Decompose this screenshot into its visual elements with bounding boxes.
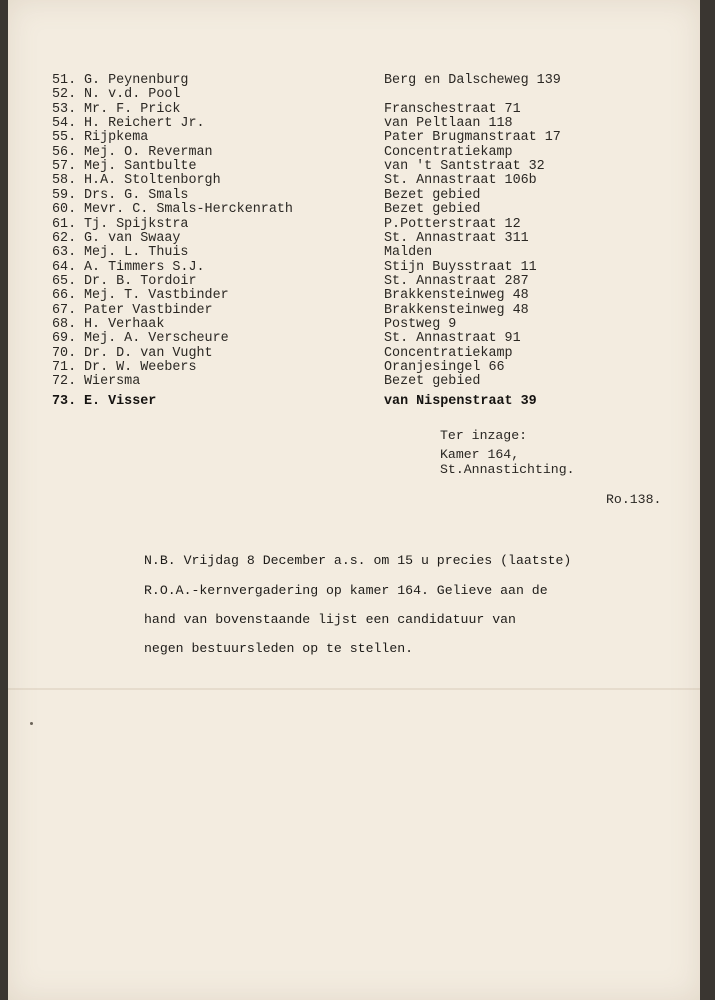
entry-number: 73. [52, 394, 77, 409]
entry-name: A. Timmers S.J. [84, 259, 205, 275]
entry-number: 71. [52, 360, 77, 375]
entry-address: Bezet gebied [384, 187, 481, 203]
entry-number: 66. [52, 288, 77, 304]
list-item [8, 102, 700, 117]
entry-name: N. v.d. Pool [84, 87, 181, 103]
entry-address: Pater Brugmanstraat 17 [384, 130, 561, 146]
entry-number: 58. [52, 173, 77, 189]
entry-name: H. Verhaak [84, 316, 165, 332]
entry-number: 64. [52, 259, 77, 275]
reference-line-2: Kamer 164, [440, 447, 520, 462]
entry-address: Brakkensteinweg 48 [384, 302, 529, 318]
list-item [8, 73, 700, 88]
entry-address: St. Annastraat 91 [384, 331, 521, 347]
entry-number: 51. [52, 73, 77, 88]
entry-number: 52. [52, 87, 77, 103]
list-item [8, 394, 700, 409]
entry-name: Dr. D. van Vught [84, 345, 213, 361]
list-item [8, 116, 700, 131]
entry-address: Malden [384, 245, 433, 261]
entry-name: H.A. Stoltenborgh [84, 173, 221, 189]
entry-name: Mej. T. Vastbinder [84, 288, 229, 304]
entry-address: Bezet gebied [384, 374, 481, 390]
entry-address: van Peltlaan 118 [384, 116, 513, 132]
entry-address: van 't Santstraat 32 [384, 159, 545, 175]
entry-name: G. van Swaay [84, 230, 181, 246]
entry-number: 65. [52, 273, 77, 289]
list-item [8, 231, 700, 246]
list-item [8, 288, 700, 303]
list-item [8, 159, 700, 174]
entry-name: Mej. L. Thuis [84, 245, 189, 261]
list-item [8, 260, 700, 275]
entry-address: Bezet gebied [384, 202, 481, 218]
entry-number: 60. [52, 202, 77, 218]
entry-address: Oranjesingel 66 [384, 360, 505, 375]
list-item [8, 317, 700, 332]
entry-address: Concentratiekamp [384, 345, 513, 361]
entry-address: Berg en Dalscheweg 139 [384, 73, 561, 88]
entry-number: 55. [52, 130, 77, 146]
entry-address: Stijn Buysstraat 11 [384, 259, 537, 275]
note-line-3: hand van bovenstaande lijst een candidatuur van [144, 612, 516, 627]
list-item [8, 87, 700, 102]
entry-name: Wiersma [84, 374, 141, 390]
entry-name: Pater Vastbinder [84, 302, 213, 318]
entry-address: P.Potterstraat 12 [384, 216, 521, 232]
entry-number: 53. [52, 101, 77, 117]
entry-number: 72. [52, 374, 77, 390]
entry-name: Dr. W. Weebers [84, 360, 197, 375]
entry-number: 56. [52, 144, 77, 160]
note-line-1: N.B. Vrijdag 8 December a.s. om 15 u precies (laatste) [144, 553, 572, 568]
entry-address: St. Annastraat 287 [384, 273, 529, 289]
entry-name: Tj. Spijkstra [84, 216, 189, 232]
entry-address: Franschestraat 71 [384, 101, 521, 117]
list-item [8, 145, 700, 160]
entry-number: 62. [52, 230, 77, 246]
document-page [8, 0, 700, 1000]
list-item [8, 188, 700, 203]
entry-number: 70. [52, 345, 77, 361]
list-item [8, 130, 700, 145]
paper-fold-line [8, 688, 700, 690]
list-item [8, 360, 700, 375]
paper-speck [30, 722, 33, 725]
list-item [8, 346, 700, 361]
entry-address: St. Annastraat 106b [384, 173, 537, 189]
list-item [8, 202, 700, 217]
reference-line-1: Ter inzage: [440, 428, 528, 443]
entry-number: 57. [52, 159, 77, 175]
list-item [8, 274, 700, 289]
entry-number: 68. [52, 316, 77, 332]
note-line-2: R.O.A.-kernvergadering op kamer 164. Gelieve aan de [144, 583, 548, 598]
entry-name: Mej. O. Reverman [84, 144, 213, 160]
entry-address: St. Annastraat 311 [384, 230, 529, 246]
entry-name: Mej. Santbulte [84, 159, 197, 175]
entry-number: 61. [52, 216, 77, 232]
entry-name: Dr. B. Tordoir [84, 273, 197, 289]
reference-line-3: St.Annastichting. [440, 462, 575, 477]
list-item [8, 374, 700, 389]
entry-number: 59. [52, 187, 77, 203]
list-item [8, 173, 700, 188]
entry-name: E. Visser [84, 394, 157, 409]
entry-name: Mej. A. Verscheure [84, 331, 229, 347]
entry-name: H. Reichert Jr. [84, 116, 205, 132]
document-code: Ro.138. [606, 492, 662, 507]
entry-address: van Nispenstraat 39 [384, 394, 537, 409]
entry-name: Drs. G. Smals [84, 187, 189, 203]
entry-name: Rijpkema [84, 130, 149, 146]
entry-number: 63. [52, 245, 77, 261]
entry-number: 69. [52, 331, 77, 347]
list-item [8, 217, 700, 232]
entry-address: Concentratiekamp [384, 144, 513, 160]
list-item [8, 303, 700, 318]
entry-number: 54. [52, 116, 77, 132]
note-line-4: negen bestuursleden op te stellen. [144, 641, 414, 656]
list-item [8, 331, 700, 346]
list-item [8, 245, 700, 260]
entry-address: Postweg 9 [384, 316, 457, 332]
entry-name: Mr. F. Prick [84, 101, 181, 117]
entry-number: 67. [52, 302, 77, 318]
entry-name: G. Peynenburg [84, 73, 189, 88]
entry-address: Brakkensteinweg 48 [384, 288, 529, 304]
member-list [8, 0, 700, 430]
entry-name: Mevr. C. Smals-Herckenrath [84, 202, 293, 218]
